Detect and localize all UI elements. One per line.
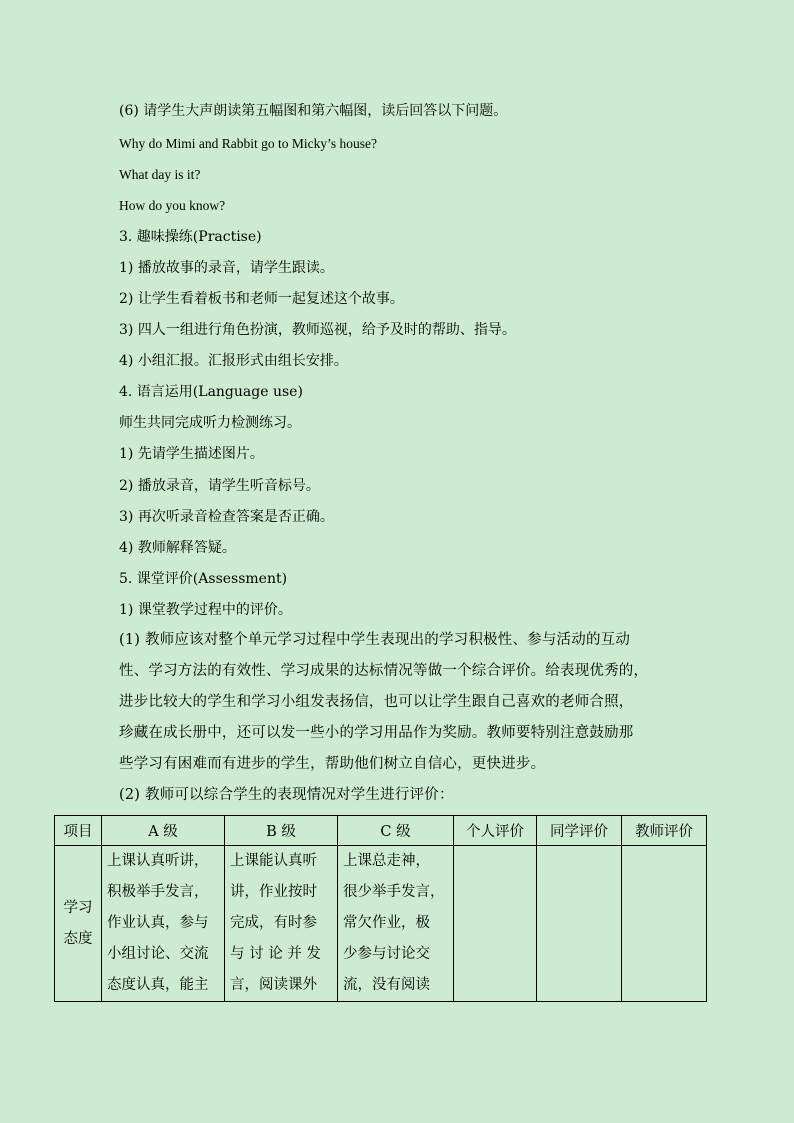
row-label-cell <box>55 846 102 1002</box>
a-level-line: 积极举手发言， <box>107 884 209 900</box>
paragraph-line: 珍藏在成长册中，还可以发一些小的学习用品作为奖励。教师要特别注意鼓励那 <box>119 725 634 741</box>
paragraph-line: 些学习有困难而有进步的学生，帮助他们树立自信心，更快进步。 <box>119 756 546 772</box>
header-self-eval: 个人评价 <box>454 816 537 846</box>
line-language-intro: 师生共同完成听力检测练习。 <box>119 415 301 431</box>
row-label-line: 态度 <box>63 930 93 947</box>
b-level-line: 与 讨 论 并 发 <box>230 946 321 962</box>
paragraph-line: (2) 教师可以综合学生的表现情况对学生进行评价： <box>119 787 454 803</box>
line-question-2: What day is it? <box>119 167 201 182</box>
b-level-line: 讲，作业按时 <box>230 884 317 900</box>
b-level-line: 上课能认真听 <box>230 853 317 869</box>
c-level-cell <box>338 846 454 1002</box>
table-row <box>55 846 707 1002</box>
line-practise-3: 3) 四人一组进行角色扮演，教师巡视，给予及时的帮助、指导。 <box>119 322 516 338</box>
line-language-2: 2) 播放录音，请学生听音标号。 <box>119 478 320 494</box>
header-b-level: B 级 <box>225 816 338 846</box>
header-teacher-eval: 教师评价 <box>622 816 707 846</box>
a-level-line: 小组讨论、交流 <box>107 946 209 962</box>
a-level-line: 态度认真，能主 <box>107 977 209 993</box>
table-header-row <box>55 816 707 846</box>
self-eval-cell <box>454 846 537 1002</box>
line-language-3: 3) 再次听录音检查答案是否正确。 <box>119 509 334 525</box>
header-item: 项目 <box>55 816 102 846</box>
paragraph-line: 进步比较大的学生和学习小组发表扬信，也可以让学生跟自己喜欢的老师合照， <box>119 694 634 710</box>
line-language-1: 1) 先请学生描述图片。 <box>119 446 264 462</box>
paragraph-line: (1) 教师应该对整个单元学习过程中学生表现出的学习积极性、参与活动的互动 <box>119 632 631 648</box>
header-peer-eval: 同学评价 <box>537 816 622 846</box>
c-level-line: 流，没有阅读 <box>343 977 430 993</box>
line-question-3: How do you know? <box>119 198 226 213</box>
line-language-4: 4) 教师解释答疑。 <box>119 540 236 556</box>
c-level-line: 常欠作业，极 <box>343 915 430 931</box>
line-practise-4: 4) 小组汇报。汇报形式由组长安排。 <box>119 353 348 369</box>
assessment-paragraph <box>119 625 679 811</box>
header-a-level: A 级 <box>102 816 225 846</box>
line-section-assessment: 5. 课堂评价(Assessment) <box>119 571 288 587</box>
c-level-line: 很少举手发言， <box>343 884 445 900</box>
line-section-practise: 3. 趣味操练(Practise) <box>119 229 262 245</box>
b-level-cell <box>225 846 338 1002</box>
evaluation-table <box>54 815 707 1002</box>
line-section-language-use: 4. 语言运用(Language use) <box>119 384 303 400</box>
line-assessment-1: 1) 课堂教学过程中的评价。 <box>119 602 292 618</box>
a-level-cell <box>102 846 225 1002</box>
c-level-line: 上课总走神， <box>343 853 430 869</box>
c-level-line: 少参与讨论交 <box>343 946 430 962</box>
line-question-instruction: (6) 请学生大声朗读第五幅图和第六幅图，读后回答以下问题。 <box>119 103 508 119</box>
header-c-level: C 级 <box>338 816 454 846</box>
b-level-line: 言，阅读课外 <box>230 977 317 993</box>
peer-eval-cell <box>537 846 622 1002</box>
a-level-line: 作业认真，参与 <box>107 915 209 931</box>
paragraph-line: 性、学习方法的有效性、学习成果的达标情况等做一个综合评价。给表现优秀的， <box>119 663 649 679</box>
b-level-line: 完成，有时参 <box>230 915 317 931</box>
teacher-eval-cell <box>622 846 707 1002</box>
line-question-1: Why do Mimi and Rabbit go to Micky’s house? <box>119 136 377 151</box>
line-practise-1: 1) 播放故事的录音，请学生跟读。 <box>119 260 334 276</box>
line-practise-2: 2) 让学生看着板书和老师一起复述这个故事。 <box>119 291 404 307</box>
row-label-line: 学习 <box>63 899 93 916</box>
a-level-line: 上课认真听讲， <box>107 853 209 869</box>
